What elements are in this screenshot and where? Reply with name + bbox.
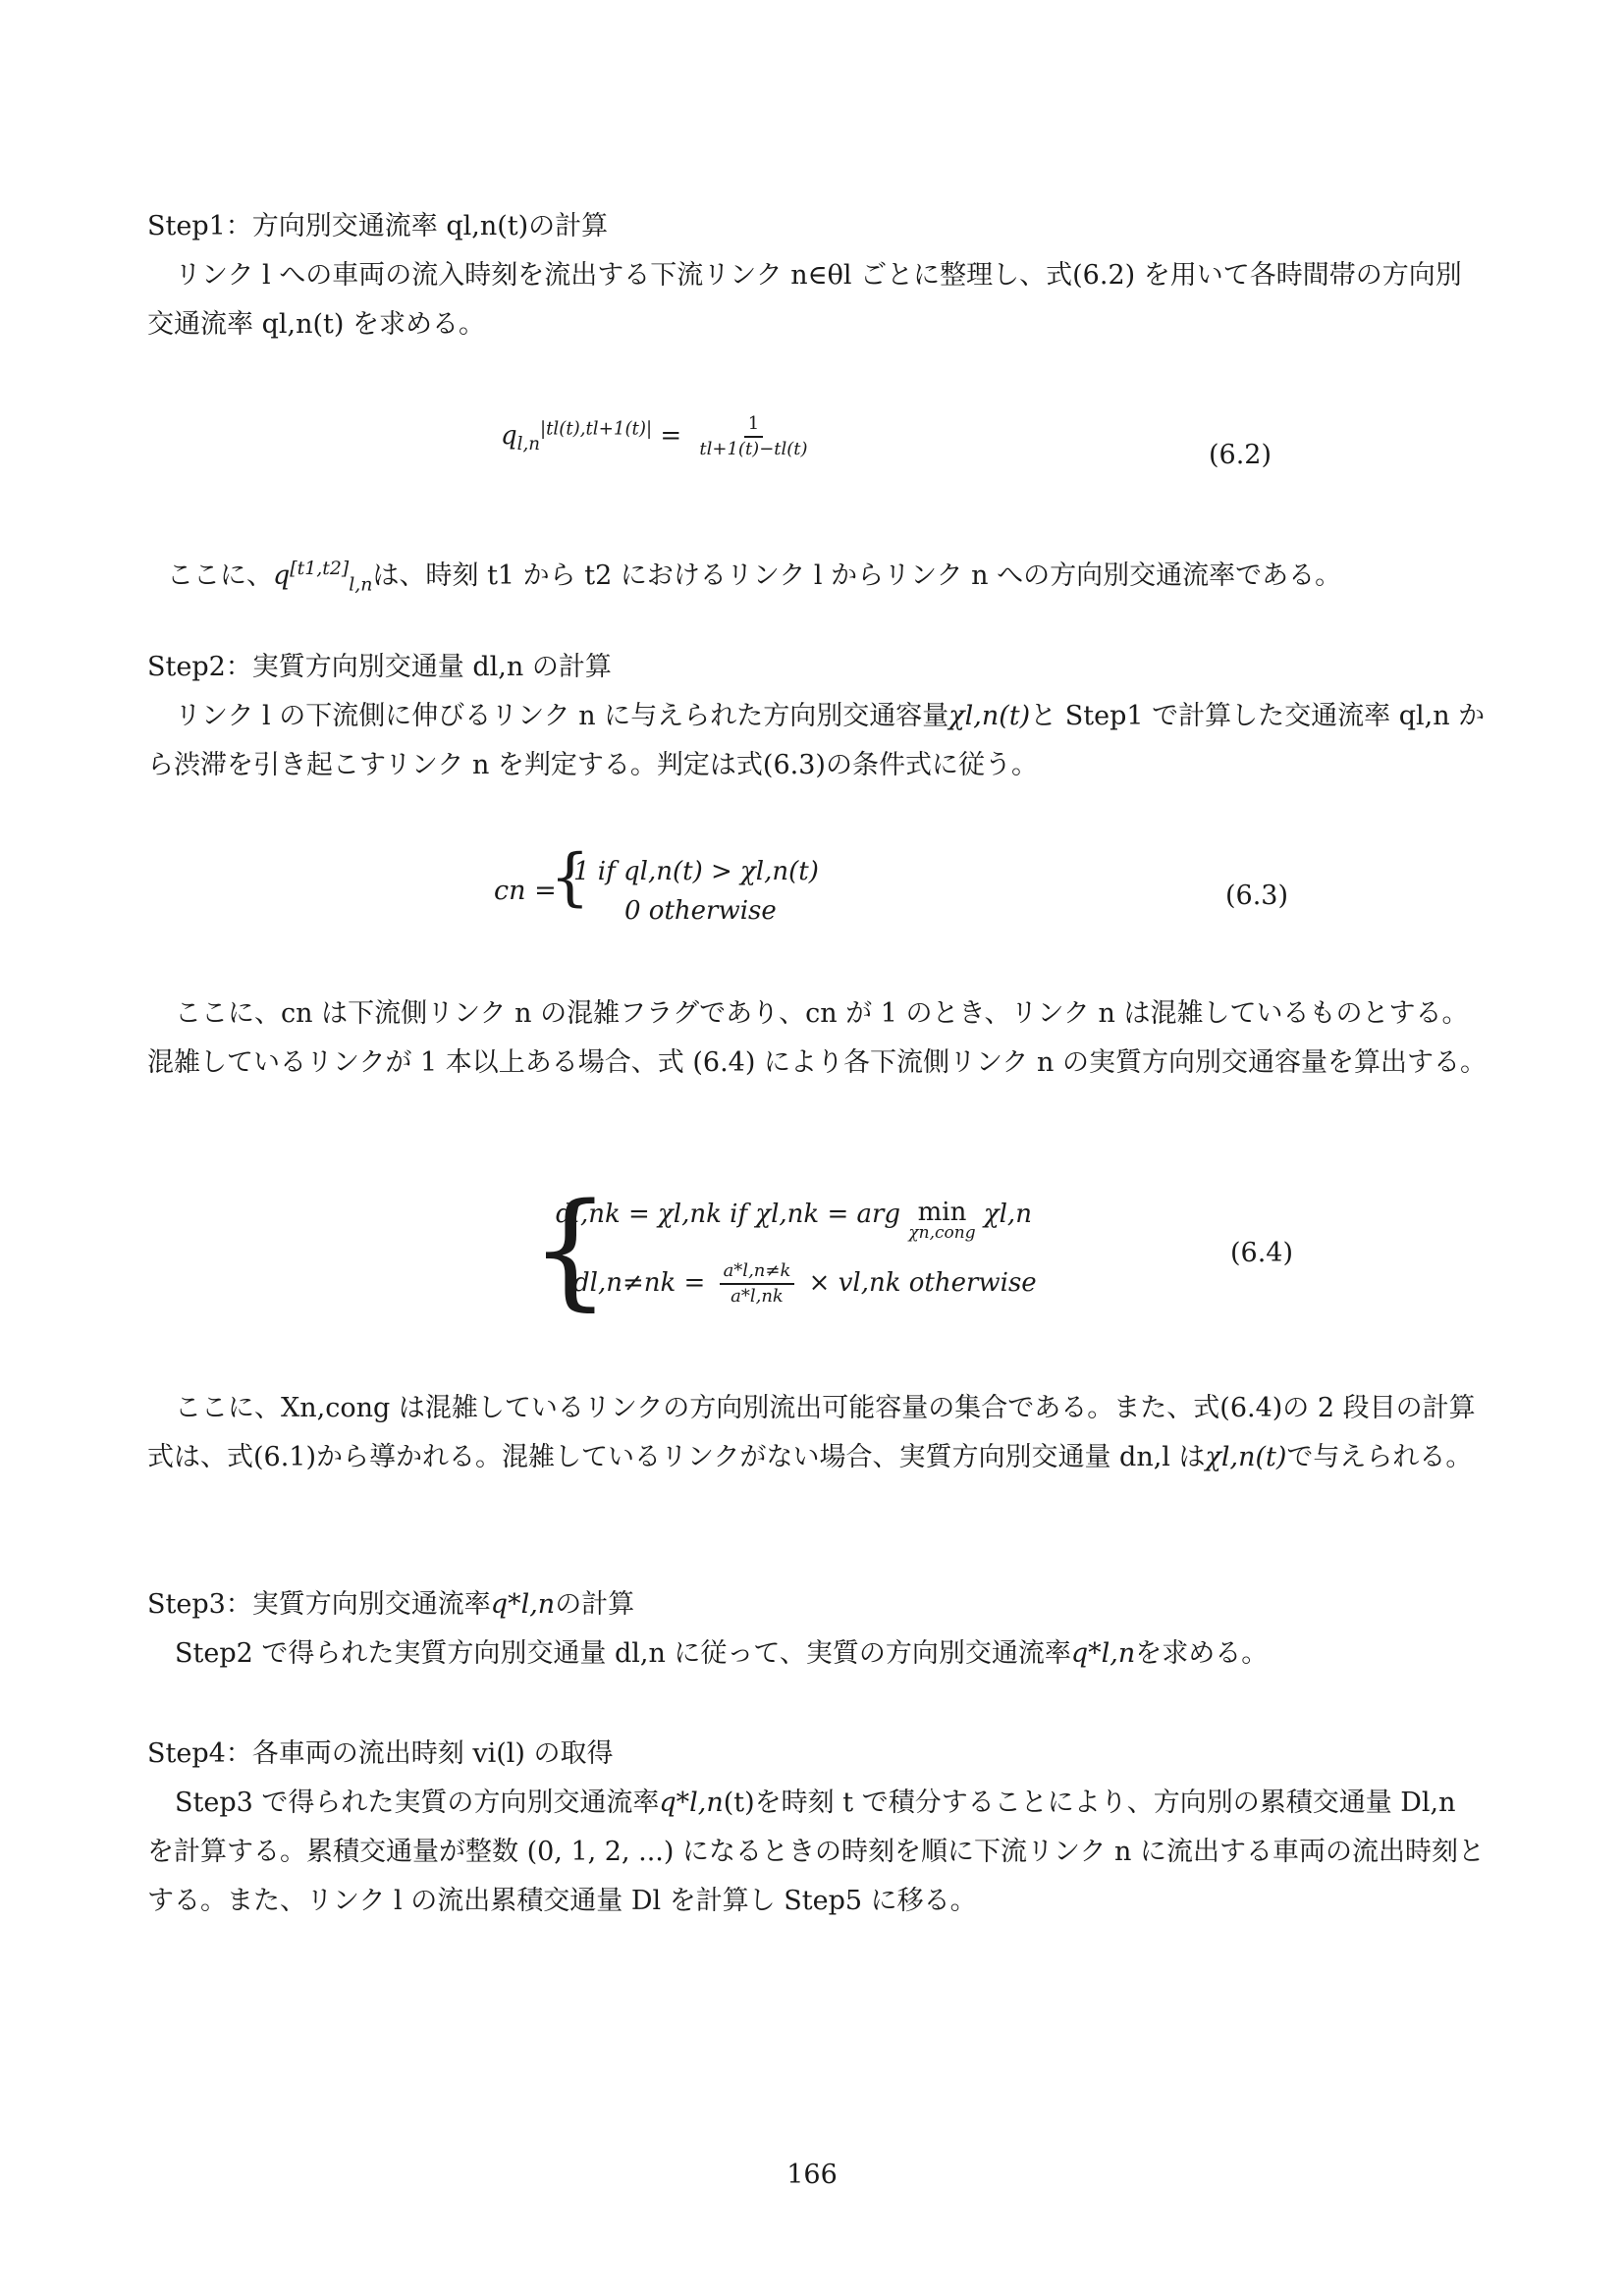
- step1-paragraph: [147, 251, 1488, 349]
- eq64-number: (6.4): [1230, 1238, 1294, 1268]
- step2-text-a: リンク l の下流側に伸びるリンク n に与えられた方向別交通容量: [175, 701, 949, 731]
- page-number: 166: [786, 2160, 838, 2190]
- step4-text-b: (t)を時刻 t で積分することにより、方向別の累積交通量 Dl,n を計算する。累積交通量が整数 (0, 1, 2, ...) になるときの時刻を順に下流リンク n に流出する車両の流出時刻とする。また、リンク l の流出累積交通量 Dl を計算し Step5 に移る。: [147, 1788, 1486, 1916]
- step2-chi-symbol: χl,n(t): [948, 701, 1031, 731]
- eq64-line1-b: χl,n: [983, 1200, 1032, 1229]
- eq62-fraction: $\frac{1}{tl+1(t)-tl(t)}$: [699, 413, 808, 459]
- eq62-number: (6.2): [1209, 440, 1272, 470]
- eq63-brace: {: [550, 841, 590, 914]
- step1-heading-text: Step1：方向別交通流率 ql,n(t)の計算: [147, 211, 609, 241]
- step3-heading-b: の計算: [555, 1589, 635, 1620]
- equation-6-3-lhs: cn =: [494, 876, 557, 906]
- step3-paragraph: [147, 1629, 1488, 1679]
- step3-text-a: Step2 で得られた実質方向別交通量 dl,n に従って、実質の方向別交通流率: [175, 1638, 1071, 1669]
- eq63-paragraph: [147, 989, 1488, 1088]
- eq62-note-symbol: $q[t1,t2]_{l,n}$: [273, 558, 373, 596]
- eq64-min-operator: min χn,cong: [908, 1198, 976, 1243]
- step4-heading-text: Step4：各車両の流出時刻 vi(l) の取得: [147, 1738, 614, 1769]
- step3-heading: [147, 1580, 1488, 1629]
- step4-paragraph: [147, 1779, 1488, 1926]
- step3-text-b: を求める。: [1135, 1638, 1269, 1669]
- step3-heading-symbol: q*l,n: [490, 1589, 556, 1620]
- step2-text-b: と Step1 で計算した交通流率 ql,n から渋滞を引き起こすリンク n を判定する。判定は式(6.3)の条件式に従う。: [147, 701, 1486, 780]
- eq63-line2: 0 otherwise: [624, 896, 777, 926]
- eq64-brace: {: [530, 1177, 611, 1323]
- eq62-lhs: $q_{l,n}^{|tl(t),tl+1(t)|}$: [501, 418, 653, 454]
- eq64-line2: [573, 1261, 1037, 1307]
- eq64-paragraph: [147, 1384, 1488, 1482]
- eq63-number: (6.3): [1225, 881, 1289, 911]
- eq62-note-pre: ここに、: [167, 561, 273, 591]
- eq64-line2-rhs: × vl,nk otherwise: [808, 1267, 1037, 1298]
- eq64-paragraph-symbol: χl,n(t): [1205, 1442, 1287, 1472]
- eq64-fraction: $\frac{a*l,n\ne k}{a*l,nk}$: [720, 1261, 795, 1307]
- eq64-paragraph-a: ここに、Xn,cong は混雑しているリンクの方向別流出可能容量の集合である。また、式(6.4)の 2 段目の計算式は、式(6.1)から導かれる。混雑しているリンクがない場合、実質方向別交通量 dn,l は: [147, 1393, 1476, 1472]
- eq62-note-post: は、時刻 t1 から t2 におけるリンク l からリンク n への方向別交通流率である。: [372, 561, 1342, 591]
- step1-paragraph-text: リンク l への車両の流入時刻を流出する下流リンク n∈θl ごとに整理し、式(6.2) を用いて各時間帯の方向別交通流率 ql,n(t) を求める。: [147, 260, 1462, 340]
- equation-6-2: [501, 414, 818, 459]
- step2-paragraph: [147, 692, 1488, 790]
- eq63-line1: 1 if ql,n(t) > χl,n(t): [573, 857, 819, 886]
- step4-text-symbol: q*l,n: [659, 1788, 724, 1818]
- step1-heading: [147, 202, 1488, 251]
- step2-heading: [147, 643, 1488, 692]
- eq64-line1-a: dl,nk = χl,nk if χl,nk = arg: [556, 1200, 901, 1229]
- eq62-note: [167, 544, 1507, 609]
- step4-heading: [147, 1730, 1488, 1779]
- step3-heading-a: Step3：実質方向別交通流率: [147, 1589, 491, 1620]
- step3-text-symbol: q*l,n: [1070, 1638, 1136, 1669]
- eq64-line2-lhs: dl,n≠nk =: [573, 1267, 706, 1298]
- step2-heading-text: Step2：実質方向別交通量 dl,n の計算: [147, 652, 612, 682]
- eq64-paragraph-b: で与えられる。: [1286, 1442, 1473, 1472]
- eq63-paragraph-text: ここに、cn は下流側リンク n の混雑フラグであり、cn が 1 のとき、リンク n は混雑しているものとする。混雑しているリンクが 1 本以上ある場合、式 (6.4) により各下流側リンク n の実質方向別交通容量を算出する。: [147, 998, 1487, 1078]
- eq62-equals: =: [660, 420, 690, 451]
- eq64-line1: [556, 1200, 1032, 1242]
- step4-text-a: Step3 で得られた実質の方向別交通流率: [175, 1788, 660, 1818]
